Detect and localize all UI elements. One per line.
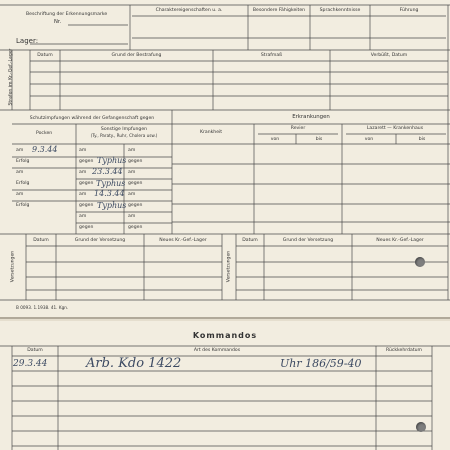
illness-header: Krankheit bbox=[200, 130, 223, 135]
other-vacc-row-label: am bbox=[79, 148, 87, 153]
other-vacc-row-label-right: gegen bbox=[128, 181, 143, 186]
kommandos-return-header: Rückkehrdatum bbox=[385, 348, 423, 353]
other-vacc-row-label: gegen bbox=[79, 203, 94, 208]
other-vacc-row-label: gegen bbox=[79, 181, 94, 186]
other-vacc-row-label: gegen bbox=[79, 159, 94, 164]
other-vacc-row-label-right: am bbox=[128, 214, 136, 219]
punishments-reason-header: Grund der Bestrafung bbox=[111, 53, 162, 58]
other-vacc-row-label-right: am bbox=[128, 148, 136, 153]
other-vaccinations-subheader: (Ty., Paraty., Ruhr, Cholera usw.) bbox=[90, 133, 158, 138]
revier-from-header: von bbox=[270, 137, 280, 142]
punishments-penalty-header: Strafmaß bbox=[260, 53, 283, 58]
handwritten-vaccine: Typhus bbox=[97, 156, 127, 165]
kommandos-date-header: Datum bbox=[27, 348, 43, 353]
other-vacc-row-label: am bbox=[79, 170, 87, 175]
other-vacc-row-label: am bbox=[79, 192, 87, 197]
transfers-camp-header-left: Neues Kr.-Gef.-Lager bbox=[159, 238, 207, 243]
handwritten-kommando-extra: Uhr 186/59-40 bbox=[280, 357, 362, 370]
other-vacc-row-label-right: gegen bbox=[128, 203, 143, 208]
hospital-from-header: von bbox=[364, 137, 374, 142]
kommandos-title: Kommandos bbox=[192, 331, 258, 340]
other-vacc-row-label-right: am bbox=[128, 170, 136, 175]
smallpox-row-label: am bbox=[16, 170, 24, 175]
punishments-served-header: Verbüßt, Datum bbox=[370, 53, 408, 58]
language-skills-header: Sprachkenntnisse bbox=[319, 8, 361, 13]
other-vaccinations-header: Sonstige Impfungen bbox=[100, 127, 148, 132]
revier-header: Revier bbox=[290, 126, 306, 131]
vaccinations-title: Schutzimpfungen während der Gefangenschaft gegen bbox=[29, 116, 155, 121]
punishments-side-label: Strafen im Kr.-Gef.-Lager bbox=[8, 48, 14, 106]
other-vacc-row-label: am bbox=[79, 214, 87, 219]
other-vacc-row-label-right: gegen bbox=[128, 159, 143, 164]
handwritten-vaccine-date: 14.3.44 bbox=[94, 189, 125, 198]
handwritten-kommando-type: Arb. Kdo 1422 bbox=[86, 356, 182, 371]
illnesses-title: Erkrankungen bbox=[292, 114, 330, 120]
handwritten-vaccine: Typhus bbox=[96, 179, 126, 188]
hospital-to-header: bis bbox=[418, 137, 426, 142]
smallpox-row-label: am bbox=[16, 192, 24, 197]
handwritten-kommando-date: 29.3.44 bbox=[13, 359, 48, 369]
smallpox-header: Pocken bbox=[36, 131, 53, 136]
handwritten-vaccine: Typhus bbox=[97, 201, 127, 210]
transfers-camp-header-right: Neues Kr.-Gef.-Lager bbox=[376, 238, 424, 243]
transfers-side-label-left: Versetzungen bbox=[10, 250, 16, 283]
smallpox-row-label: Erfolg bbox=[16, 203, 30, 208]
character-traits-header: Charaktereigenschaften u. a. bbox=[155, 8, 223, 13]
other-vacc-row-label: gegen bbox=[79, 225, 94, 230]
other-vacc-row-label-right: gegen bbox=[128, 225, 143, 230]
kommandos-type-header: Art des Kommandos bbox=[193, 348, 241, 353]
transfers-side-label-right: Versetzungen bbox=[226, 250, 232, 283]
punishments-date-header: Datum bbox=[37, 53, 53, 58]
other-vacc-row-label-right: am bbox=[128, 192, 136, 197]
camp-label: Lager: bbox=[16, 37, 39, 45]
conduct-header: Führung bbox=[399, 8, 419, 13]
hospital-header: Lazarett — Krankenhaus bbox=[366, 126, 424, 131]
revier-to-header: bis bbox=[315, 137, 323, 142]
handwritten-smallpox-date: 9.3.44 bbox=[32, 145, 58, 154]
punch-hole bbox=[415, 257, 425, 267]
form-print-code: B 0093. 1.1938. 41. Kgn. bbox=[16, 305, 69, 310]
tag-inscription-label: Beschriftung der Erkennungsmarke bbox=[26, 12, 108, 17]
punch-hole bbox=[416, 422, 426, 432]
transfers-reason-header-right: Grund der Versetzung bbox=[282, 238, 334, 243]
transfers-reason-header-left: Grund der Versetzung bbox=[74, 238, 126, 243]
smallpox-row-label: Erfolg bbox=[16, 181, 30, 186]
handwritten-vaccine-date: 23.3.44 bbox=[92, 167, 123, 176]
smallpox-row-label: Erfolg bbox=[16, 159, 30, 164]
transfers-date-header-right: Datum bbox=[242, 238, 258, 243]
transfers-date-header-left: Datum bbox=[33, 238, 49, 243]
tag-number-label: Nr. bbox=[54, 19, 62, 25]
smallpox-row-label: am bbox=[16, 148, 24, 153]
special-abilities-header: Besondere Fähigkeiten bbox=[252, 8, 306, 13]
